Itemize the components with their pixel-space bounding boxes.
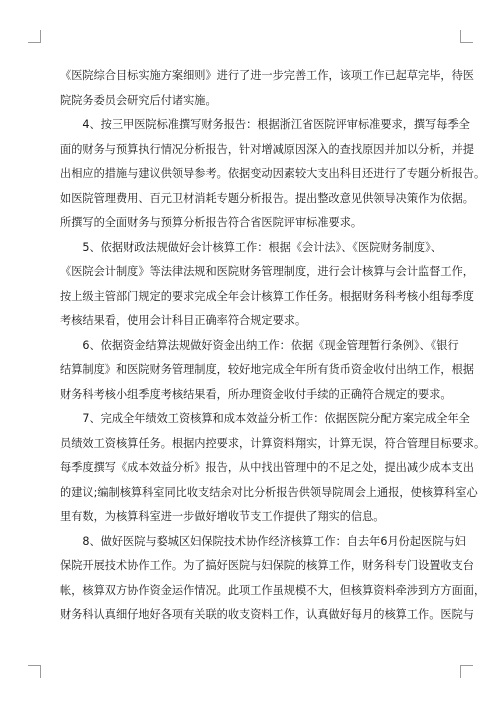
text-line: 6、依据资金结算法规做好资金出纳工作：依据《现金管理暂行条例》、《银行 xyxy=(60,338,459,352)
text-line: 4、按三甲医院标准撰写财务报告：根据浙江省医院评审标准要求，撰写每季全 xyxy=(60,118,470,131)
text-line: 财务科考核小组季度考核结果看，所办理资金收付手续的正确符合规定的要求。 xyxy=(60,387,452,401)
text-line: 里有数，为核算科室进一步做好增收节支工作提供了翔实的信息。 xyxy=(60,510,385,523)
text-line: 每季度撰写《成本效益分析》报告，从中找出管理中的不足之处，提出减少成本支出 xyxy=(60,461,474,474)
text-line: 8、做好医院与婺城区妇保院技术协作经济核算工作：自去年6月份起医院与妇 xyxy=(60,534,466,548)
text-line: 面的财务与预算执行情况分析报告，针对增减原因深入的查找原因并加以分析，并提 xyxy=(60,142,474,156)
text-line: 《医院会计制度》等法律法规和医院财务管理制度，进行会计核算与会计监督工作， xyxy=(60,265,474,278)
text-line: 帐，核算双方协作资金运作情况。此项工作虽规模不大，但核算资料牵涉到方方面面， xyxy=(60,583,486,597)
text-line: 7、完成全年绩效工资核算和成本效益分析工作：依据医院分配方案完成全年全 xyxy=(60,412,470,425)
text-line: 员绩效工资核算任务。根据内控要求，计算资料翔实，计算无误，符合管理目标要求。 xyxy=(60,436,486,450)
text-line: 院院务委员会研究后付诸实施。 xyxy=(60,93,217,107)
text-line: 5、依据财政法规做好会计核算工作：根据《会计法》、《医院财务制度》、 xyxy=(60,240,442,254)
text-line: 《医院综合目标实施方案细则》进行了进一步完善工作，该项工作已起草完毕，待医 xyxy=(60,69,474,82)
text-line: 保院开展技术协作工作。为了搞好医院与妇保院的核算工作，财务科专门设置收支台 xyxy=(60,559,474,572)
text-line: 财务科认真细仔地好各项有关联的收支资料工作，认真做好每月的核算工作。医院与 xyxy=(60,608,474,621)
text-line: 考核结果看，使用会计科目正确率符合规定要求。 xyxy=(60,314,307,327)
crop-mark-top-right xyxy=(460,30,473,43)
crop-mark-bottom-right xyxy=(460,665,473,678)
document-body xyxy=(60,64,486,628)
text-line: 按上级主管部门规定的要求完成全年会计核算工作任务。根据财务科考核小组每季度 xyxy=(60,289,474,303)
crop-mark-bottom-left xyxy=(28,665,41,678)
text-line: 结算制度》和医院财务管理制度，较好地完成全年所有货币资金收付出纳工作，根据 xyxy=(60,363,474,376)
text-line: 的建议;编制核算科室同比收支结余对比分析报告供领导院周会上通报，使核算科室心 xyxy=(60,485,478,499)
crop-mark-top-left xyxy=(28,30,41,43)
text-line: 出相应的措施与建议供领导参考。依据变动因素较大支出科目还进行了专题分析报告。 xyxy=(60,167,486,180)
text-line: 所撰写的全面财务与预算分析报告符合省医院评审标准要求。 xyxy=(60,216,363,229)
text-line: 如医院管理费用、百元卫材消耗专题分析报告。提出整改意见供领导决策作为依据。 xyxy=(60,191,474,205)
